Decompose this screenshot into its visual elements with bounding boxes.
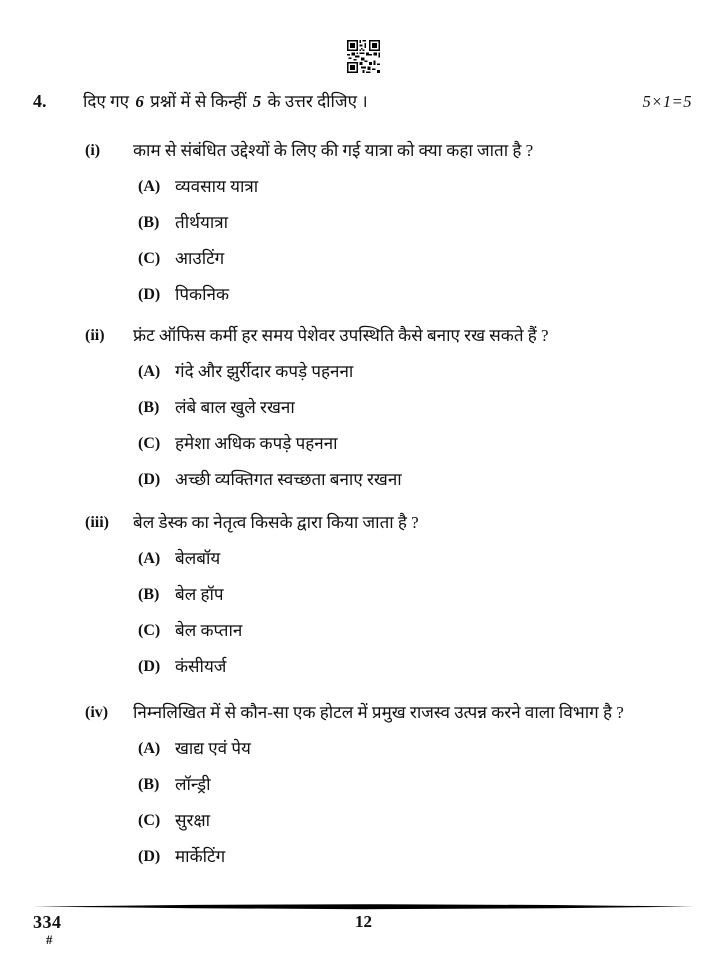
option-label: (B) — [138, 776, 160, 793]
option-label: (A) — [138, 363, 161, 380]
sub-question-iii — [0, 511, 727, 534]
sub-question-label: (i) — [85, 142, 101, 159]
option-label: (B) — [138, 214, 160, 231]
option-label: (D) — [138, 658, 161, 675]
option-text: तीर्थयात्रा — [175, 213, 229, 232]
option-label: (C) — [138, 812, 161, 829]
option-text: अच्छी व्यक्तिगत स्वच्छता बनाए रखना — [175, 470, 402, 489]
instruction-part3: के उत्तर दीजिए । — [267, 92, 368, 111]
sub-question-text: बेल डेस्क का नेतृत्व किसके द्वारा किया जाता है ? — [133, 513, 419, 532]
instruction-part1: दिए गए — [83, 92, 130, 111]
qr-code-icon — [347, 40, 380, 73]
option-row — [0, 809, 727, 832]
paper-code: 334 — [33, 912, 62, 932]
option-row — [0, 432, 727, 455]
marks-scheme: 5×1=5 — [642, 92, 692, 111]
option-text: बेल हॉप — [175, 585, 224, 604]
sub-question-i — [0, 139, 727, 162]
option-row — [0, 396, 727, 419]
option-row — [0, 773, 727, 796]
option-row — [0, 211, 727, 234]
instruction-part2: प्रश्नों में से किन्हीं — [150, 92, 247, 111]
sub-question-label: (iv) — [85, 704, 109, 721]
page-number: 12 — [355, 912, 372, 931]
sub-question-label: (iii) — [85, 514, 109, 531]
option-text: बेलबॉय — [175, 549, 221, 568]
sub-question-iv — [0, 701, 727, 724]
footer-rule — [33, 903, 694, 910]
option-row — [0, 655, 727, 678]
option-label: (B) — [138, 399, 160, 416]
option-row — [0, 619, 727, 642]
option-label: (C) — [138, 435, 161, 452]
option-label: (D) — [138, 471, 161, 488]
sub-question-text: निम्नलिखित में से कौन-सा एक होटल में प्रमुख राजस्व उत्पन्न करने वाला विभाग है ? — [133, 703, 624, 722]
option-label: (B) — [138, 586, 160, 603]
option-row — [0, 547, 727, 570]
option-row — [0, 583, 727, 606]
option-label: (D) — [138, 286, 161, 303]
footer-row — [33, 910, 694, 952]
option-label: (C) — [138, 622, 161, 639]
option-text: मार्केटिंग — [175, 847, 226, 866]
question-instruction — [83, 90, 642, 113]
question-number: 4. — [33, 91, 47, 111]
instruction-count-attempt: 5 — [252, 92, 262, 111]
option-text: सुरक्षा — [175, 811, 211, 830]
option-row — [0, 360, 727, 383]
option-text: लंबे बाल खुले रखना — [175, 398, 295, 417]
option-text: आउटिंग — [175, 249, 225, 268]
option-row — [0, 175, 727, 198]
option-row — [0, 247, 727, 270]
option-text: खाद्य एवं पेय — [175, 739, 251, 758]
option-text: हमेशा अधिक कपड़े पहनना — [175, 434, 338, 453]
option-label: (A) — [138, 178, 161, 195]
option-label: (C) — [138, 250, 161, 267]
sub-question-text: काम से संबंधित उद्देश्यों के लिए की गई यात्रा को क्या कहा जाता है ? — [133, 141, 534, 160]
sub-question-text: फ्रंट ऑफिस कर्मी हर समय पेशेवर उपस्थिति कैसे बनाए रख सकते हैं ? — [133, 326, 549, 345]
option-row — [0, 737, 727, 760]
option-text: व्यवसाय यात्रा — [175, 177, 259, 196]
question-header — [0, 90, 727, 113]
option-text: पिकनिक — [175, 285, 230, 304]
option-text: बेल कप्तान — [175, 621, 243, 640]
option-row — [0, 283, 727, 306]
option-label: (D) — [138, 848, 161, 865]
instruction-count-total: 6 — [135, 92, 144, 111]
option-row — [0, 468, 727, 491]
page-footer — [33, 903, 694, 952]
option-text: कंसीयर्ज — [175, 657, 227, 676]
qr-code-container — [0, 0, 727, 73]
option-text: लॉन्ड्री — [175, 775, 211, 794]
option-label: (A) — [138, 550, 161, 567]
option-row — [0, 845, 727, 868]
option-text: गंदे और झुर्रीदार कपड़े पहनना — [175, 362, 354, 381]
sub-question-ii — [0, 324, 727, 347]
hash-mark: # — [46, 932, 53, 947]
option-label: (A) — [138, 740, 161, 757]
sub-question-label: (ii) — [85, 327, 105, 344]
